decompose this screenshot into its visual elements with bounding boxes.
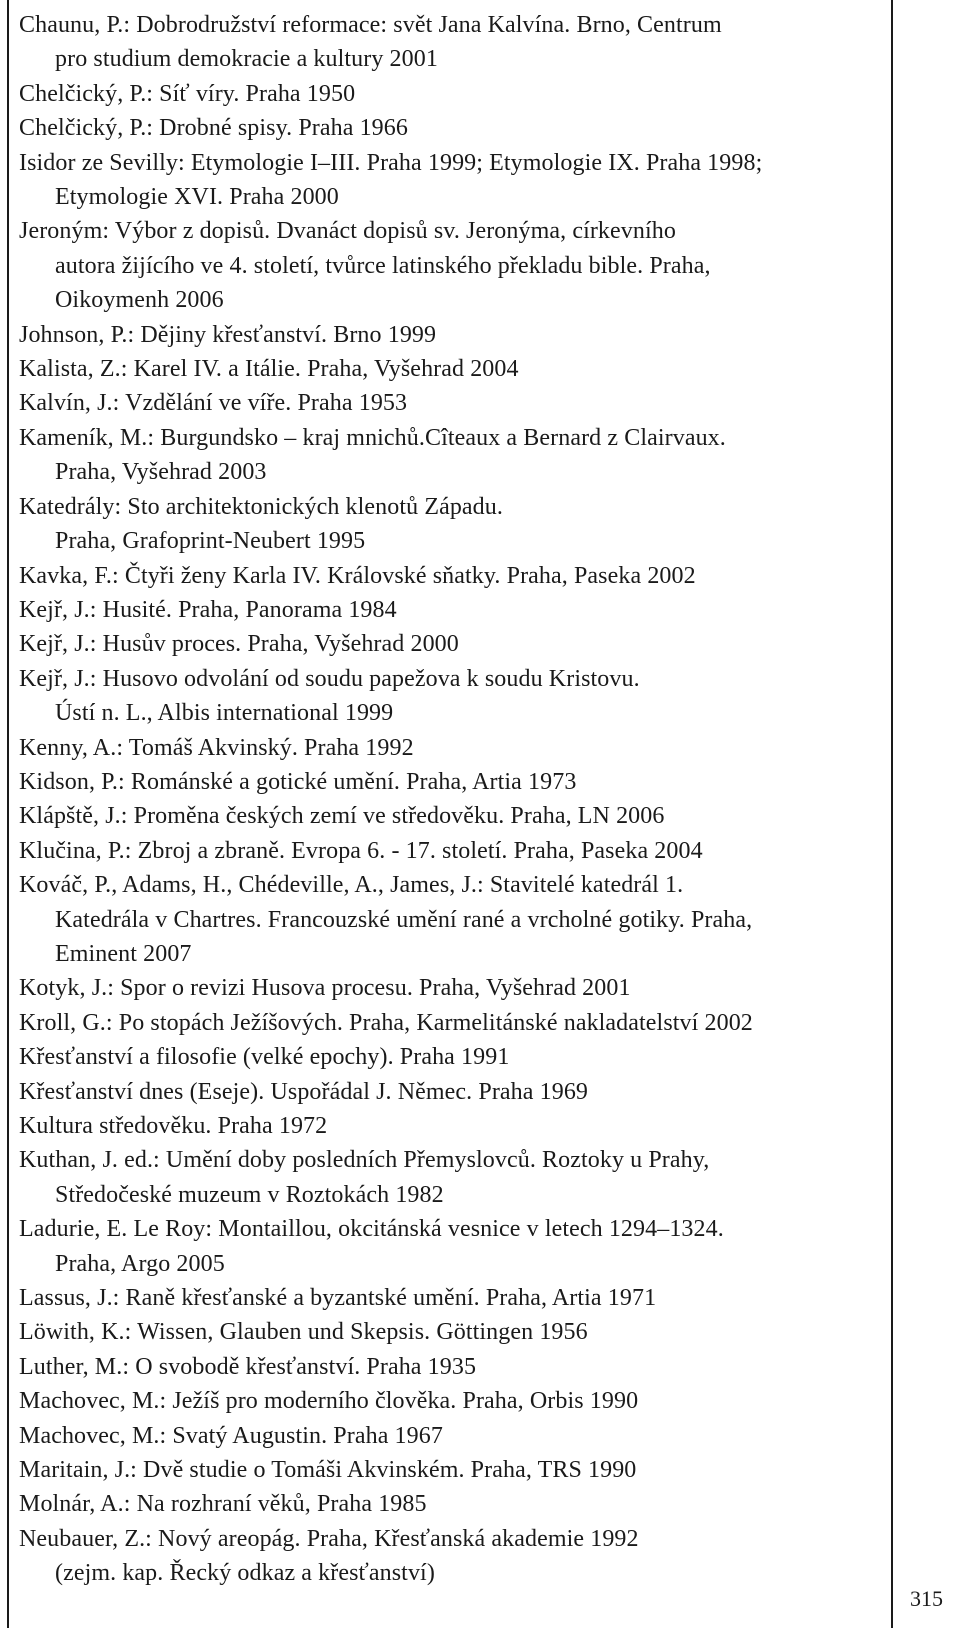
entry-line: Kalvín, J.: Vzdělání ve víře. Praha 1953 [19, 390, 408, 417]
entry-line: Isidor ze Sevilly: Etymologie I–III. Praha 1999; Etymologie IX. Praha 1998; [19, 149, 763, 176]
bibliography-entry [19, 490, 885, 559]
bibliography-entry [19, 1315, 885, 1349]
entry-line: Kidson, P.: Románské a gotické umění. Praha, Artia 1973 [19, 768, 577, 795]
entry-continuation-line: Eminent 2007 [55, 940, 192, 967]
entry-line: Kováč, P., Adams, H., Chédeville, A., James, J.: Stavitelé katedrál 1. [19, 872, 684, 899]
entry-line: Ladurie, E. Le Roy: Montaillou, okcitánská vesnice v letech 1294–1324. [19, 1216, 724, 1243]
bibliography-entry [19, 1040, 885, 1074]
entry-continuation-line: Oikoymenh 2006 [55, 287, 224, 314]
bibliography-entry [19, 731, 885, 765]
entry-line: Chaunu, P.: Dobrodružství reformace: svět Jana Kalvína. Brno, Centrum [19, 12, 722, 38]
entry-line: Kavka, F.: Čtyři ženy Karla IV. Královské sňatky. Praha, Paseka 2002 [19, 562, 696, 589]
entry-continuation-line: Ústí n. L., Albis international 1999 [55, 700, 394, 727]
bibliography-entry [19, 8, 885, 77]
bibliography-entry [19, 834, 885, 868]
entry-line: Klučina, P.: Zbroj a zbraně. Evropa 6. - 17. století. Praha, Paseka 2004 [19, 837, 703, 864]
bibliography-entry [19, 1487, 885, 1521]
bibliography-entry [19, 1075, 885, 1109]
bibliography-entry [19, 799, 885, 833]
bibliography-entry [19, 77, 885, 111]
entry-line: Kameník, M.: Burgundsko – kraj mnichů.Cîteaux a Bernard z Clairvaux. [19, 424, 726, 451]
bibliography-entry [19, 1384, 885, 1418]
bibliography-entry [19, 1109, 885, 1143]
bibliography-entry [19, 146, 885, 215]
entry-line: Křesťanství dnes (Eseje). Uspořádal J. Němec. Praha 1969 [19, 1078, 589, 1105]
entry-line: Klápště, J.: Proměna českých zemí ve středověku. Praha, LN 2006 [19, 803, 665, 830]
bibliography-entry [19, 318, 885, 352]
entry-line: Kejř, J.: Husův proces. Praha, Vyšehrad 2000 [19, 631, 459, 658]
entry-line: Kuthan, J. ed.: Umění doby posledních Přemyslovců. Roztoky u Prahy, [19, 1147, 710, 1174]
entry-continuation-line: Praha, Argo 2005 [55, 1250, 225, 1277]
bibliography-entry [19, 1522, 885, 1591]
entry-line: Löwith, K.: Wissen, Glauben und Skepsis. Göttingen 1956 [19, 1319, 588, 1346]
bibliography-entry [19, 593, 885, 627]
right-column-rule [891, 0, 893, 1628]
left-column-rule [7, 0, 9, 1628]
entry-line: Lassus, J.: Raně křesťanské a byzantské umění. Praha, Artia 1971 [19, 1285, 657, 1312]
bibliography-entry [19, 1350, 885, 1384]
entry-line: Kotyk, J.: Spor o revizi Husova procesu. Praha, Vyšehrad 2001 [19, 975, 631, 1002]
bibliography-entry [19, 214, 885, 317]
bibliography-entry [19, 1281, 885, 1315]
entry-continuation-line: Praha, Vyšehrad 2003 [55, 459, 267, 486]
page-number: 315 [910, 1586, 943, 1611]
bibliography-entry [19, 559, 885, 593]
bibliography-entry [19, 627, 885, 661]
entry-line: Maritain, J.: Dvě studie o Tomáši Akvinském. Praha, TRS 1990 [19, 1457, 637, 1484]
entry-line: Chelčický, P.: Síť víry. Praha 1950 [19, 80, 356, 107]
entry-line: Kroll, G.: Po stopách Ježíšových. Praha, Karmelitánské nakladatelství 2002 [19, 1009, 753, 1036]
bibliography-entry [19, 421, 885, 490]
bibliography-entry [19, 1006, 885, 1040]
entry-line: Kenny, A.: Tomáš Akvinský. Praha 1992 [19, 734, 414, 761]
entry-continuation-line: Katedrála v Chartres. Francouzské umění rané a vrcholné gotiky. Praha, [55, 906, 753, 933]
entry-continuation-line: Praha, Grafoprint-Neubert 1995 [55, 528, 366, 555]
entry-line: Kejř, J.: Husité. Praha, Panorama 1984 [19, 596, 397, 623]
entry-continuation-line: autora žijícího ve 4. století, tvůrce latinského překladu bible. Praha, [55, 252, 711, 279]
bibliography-entry [19, 971, 885, 1005]
bibliography-entry [19, 111, 885, 145]
entry-line: Machovec, M.: Svatý Augustin. Praha 1967 [19, 1422, 443, 1449]
entry-line: Machovec, M.: Ježíš pro moderního člověka. Praha, Orbis 1990 [19, 1388, 639, 1415]
entry-line: Křesťanství a filosofie (velké epochy). Praha 1991 [19, 1044, 510, 1071]
bibliography-entry [19, 352, 885, 386]
entry-line: Kultura středověku. Praha 1972 [19, 1113, 328, 1139]
bibliography-entry [19, 765, 885, 799]
entry-continuation-line: pro studium demokracie a kultury 2001 [55, 46, 438, 73]
entry-line: Neubauer, Z.: Nový areopág. Praha, Křesťanská akademie 1992 [19, 1525, 639, 1552]
bibliography-entry [19, 1453, 885, 1487]
entry-line: Katedrály: Sto architektonických klenotů Západu. [19, 493, 503, 520]
entry-line: Chelčický, P.: Drobné spisy. Praha 1966 [19, 115, 408, 142]
entry-line: Johnson, P.: Dějiny křesťanství. Brno 1999 [19, 321, 437, 348]
entry-line: Kejř, J.: Husovo odvolání od soudu papežova k soudu Kristovu. [19, 665, 640, 692]
entry-line: Molnár, A.: Na rozhraní věků, Praha 1985 [19, 1491, 427, 1518]
bibliography-entry [19, 1143, 885, 1212]
entry-line: Luther, M.: O svobodě křesťanství. Praha 1935 [19, 1353, 477, 1380]
entry-line: Kalista, Z.: Karel IV. a Itálie. Praha, Vyšehrad 2004 [19, 356, 519, 383]
bibliography-entry [19, 868, 885, 971]
entry-continuation-line: (zejm. kap. Řecký odkaz a křesťanství) [55, 1560, 435, 1587]
entry-line: Jeroným: Výbor z dopisů. Dvanáct dopisů sv. Jeronýma, církevního [19, 218, 676, 245]
bibliography-entry [19, 1419, 885, 1453]
entry-continuation-line: Etymologie XVI. Praha 2000 [55, 184, 339, 211]
bibliography-entry [19, 1212, 885, 1281]
bibliography-entry [19, 386, 885, 420]
entry-continuation-line: Středočeské muzeum v Roztokách 1982 [55, 1181, 444, 1208]
bibliography-list [19, 8, 885, 1591]
bibliography-entry [19, 662, 885, 731]
